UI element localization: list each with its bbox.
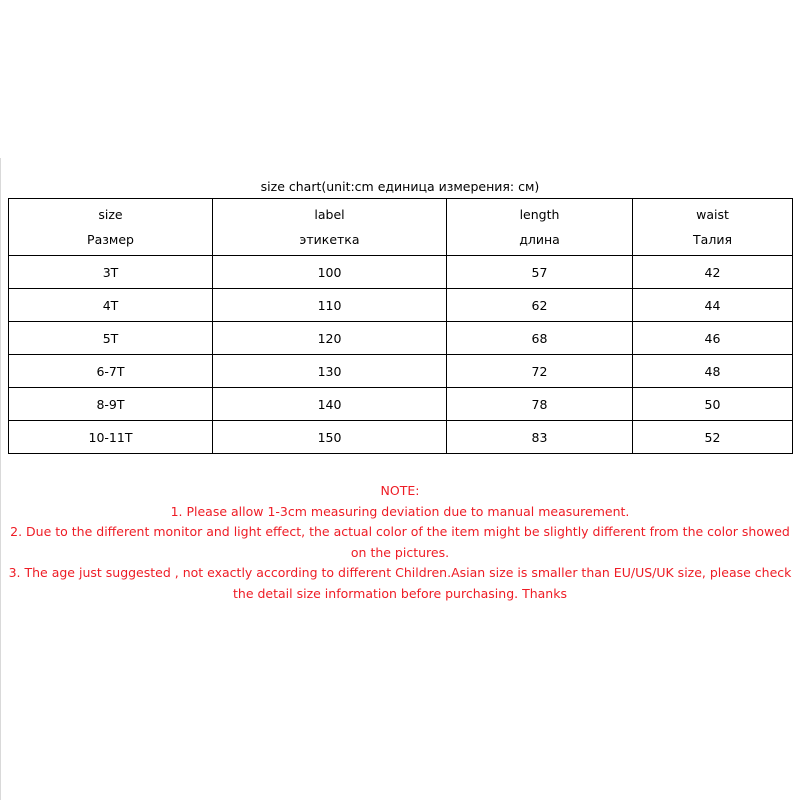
cell-length: 72 (447, 355, 633, 388)
cell-waist: 42 (633, 256, 793, 289)
header-length (447, 199, 633, 256)
cell-label: 100 (213, 256, 447, 289)
table-row (9, 256, 793, 289)
size-chart-title: size chart(unit:cm единица измерения: см) (260, 179, 540, 194)
cell-size: 5T (9, 322, 213, 355)
table-row (9, 289, 793, 322)
header-length-en: length (519, 207, 560, 222)
cell-waist: 46 (633, 322, 793, 355)
cell-waist: 44 (633, 289, 793, 322)
cell-size: 8-9T (9, 388, 213, 421)
cell-waist: 52 (633, 421, 793, 454)
cell-length: 78 (447, 388, 633, 421)
header-waist-ru: Талия (693, 232, 732, 247)
header-size-en: size (98, 207, 123, 222)
cell-label: 120 (213, 322, 447, 355)
left-border-line (0, 158, 1, 800)
header-waist (633, 199, 793, 256)
header-size (9, 199, 213, 256)
header-label-en: label (314, 207, 345, 222)
header-label (213, 199, 447, 256)
cell-length: 68 (447, 322, 633, 355)
cell-size: 4T (9, 289, 213, 322)
cell-label: 150 (213, 421, 447, 454)
header-label-ru: этикетка (299, 232, 360, 247)
cell-waist: 50 (633, 388, 793, 421)
notes-section (6, 481, 794, 604)
cell-label: 130 (213, 355, 447, 388)
table-header-row (9, 199, 793, 256)
note-item-3: 3. The age just suggested , not exactly according to different Children.Asian size is smaller than EU/US/UK size, please check the detail size information before purchasing. Thanks (8, 565, 792, 601)
header-waist-en: waist (696, 207, 729, 222)
cell-label: 140 (213, 388, 447, 421)
note-heading: NOTE: (380, 483, 420, 498)
header-length-ru: длина (519, 232, 560, 247)
cell-size: 3T (9, 256, 213, 289)
cell-length: 83 (447, 421, 633, 454)
cell-label: 110 (213, 289, 447, 322)
header-size-ru: Размер (87, 232, 134, 247)
table-row (9, 322, 793, 355)
cell-length: 62 (447, 289, 633, 322)
table-row (9, 388, 793, 421)
note-item-1: 1. Please allow 1-3cm measuring deviation due to manual measurement. (170, 503, 630, 519)
size-chart-table (8, 198, 793, 454)
cell-length: 57 (447, 256, 633, 289)
cell-size: 10-11T (9, 421, 213, 454)
cell-size: 6-7T (9, 355, 213, 388)
table-row (9, 421, 793, 454)
cell-waist: 48 (633, 355, 793, 388)
note-item-2: 2. Due to the different monitor and light effect, the actual color of the item might be slightly different from the color showed on the pictures. (10, 524, 790, 560)
table-row (9, 355, 793, 388)
